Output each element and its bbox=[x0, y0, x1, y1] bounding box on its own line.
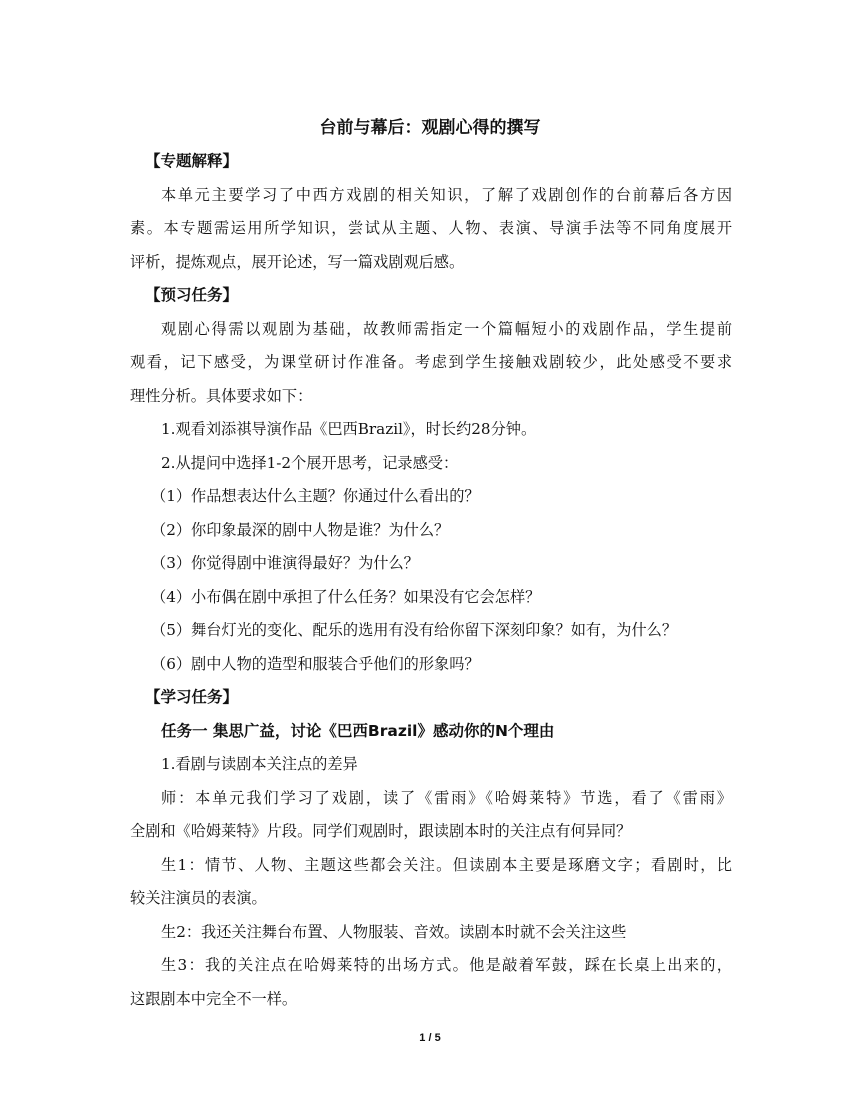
paragraph-line: 评析，提炼观点，展开论述，写一篇戏剧观后感。 bbox=[130, 253, 465, 271]
list-item: （5）舞台灯光的变化、配乐的选用有没有给你留下深刻印象？如有，为什么？ bbox=[151, 621, 678, 639]
list-item: 1.观看刘添祺导演作品《巴西Brazil》，时长约28分钟。 bbox=[161, 420, 537, 438]
section-heading-study: 【学习任务】 bbox=[145, 688, 239, 706]
dialogue-line: 这跟剧本中完全不一样。 bbox=[130, 990, 298, 1008]
dialogue-line: 师：本单元我们学习了戏剧，读了《雷雨》《哈姆莱特》节选，看了《雷雨》 bbox=[161, 789, 732, 807]
page-number: 1 / 5 bbox=[419, 1032, 441, 1044]
dialogue-line: 生1：情节、人物、主题这些都会关注。但读剧本主要是琢磨文字；看剧时，比 bbox=[161, 856, 732, 874]
dialogue-line: 生2：我还关注舞台布置、人物服装、音效。读剧本时就不会关注这些 bbox=[161, 923, 627, 941]
paragraph-line: 观剧心得需以观剧为基础，故教师需指定一个篇幅短小的戏剧作品，学生提前 bbox=[161, 320, 732, 338]
paragraph-line: 观看，记下感受，为课堂研讨作准备。考虑到学生接触戏剧较少，此处感受不要求 bbox=[130, 353, 732, 371]
paragraph-line: 素。本专题需运用所学知识，尝试从主题、人物、表演、导演手法等不同角度展开 bbox=[130, 219, 732, 237]
list-item: 2.从提问中选择1-2个展开思考，记录感受： bbox=[161, 454, 459, 472]
paragraph-line: 本单元主要学习了中西方戏剧的相关知识，了解了戏剧创作的台前幕后各方因 bbox=[161, 186, 732, 204]
list-item: （3）你觉得剧中谁演得最好？为什么？ bbox=[151, 554, 419, 572]
dialogue-line: 较关注演员的表演。 bbox=[130, 889, 267, 907]
page-title: 台前与幕后：观剧心得的撰写 bbox=[319, 118, 541, 138]
section-heading-explain: 【专题解释】 bbox=[145, 152, 239, 170]
list-item: （1）作品想表达什么主题？你通过什么看出的？ bbox=[151, 487, 480, 505]
dialogue-line: 全剧和《哈姆莱特》片段。同学们观剧时，跟读剧本时的关注点有何异同？ bbox=[130, 822, 632, 840]
dialogue-line: 生3：我的关注点在哈姆莱特的出场方式。他是敲着军鼓，踩在长桌上出来的， bbox=[161, 956, 732, 974]
task-title: 任务一 集思广益，讨论《巴西Brazil》感动你的N个理由 bbox=[161, 722, 555, 740]
task-subtitle: 1.看剧与读剧本关注点的差异 bbox=[161, 755, 358, 773]
list-item: （4）小布偶在剧中承担了什么任务？如果没有它会怎样？ bbox=[151, 588, 541, 606]
section-heading-preview: 【预习任务】 bbox=[145, 286, 239, 304]
paragraph-line: 理性分析。具体要求如下： bbox=[130, 387, 313, 405]
list-item: （6）剧中人物的造型和服装合乎他们的形象吗？ bbox=[151, 655, 480, 673]
list-item: （2）你印象最深的剧中人物是谁？为什么？ bbox=[151, 521, 450, 539]
